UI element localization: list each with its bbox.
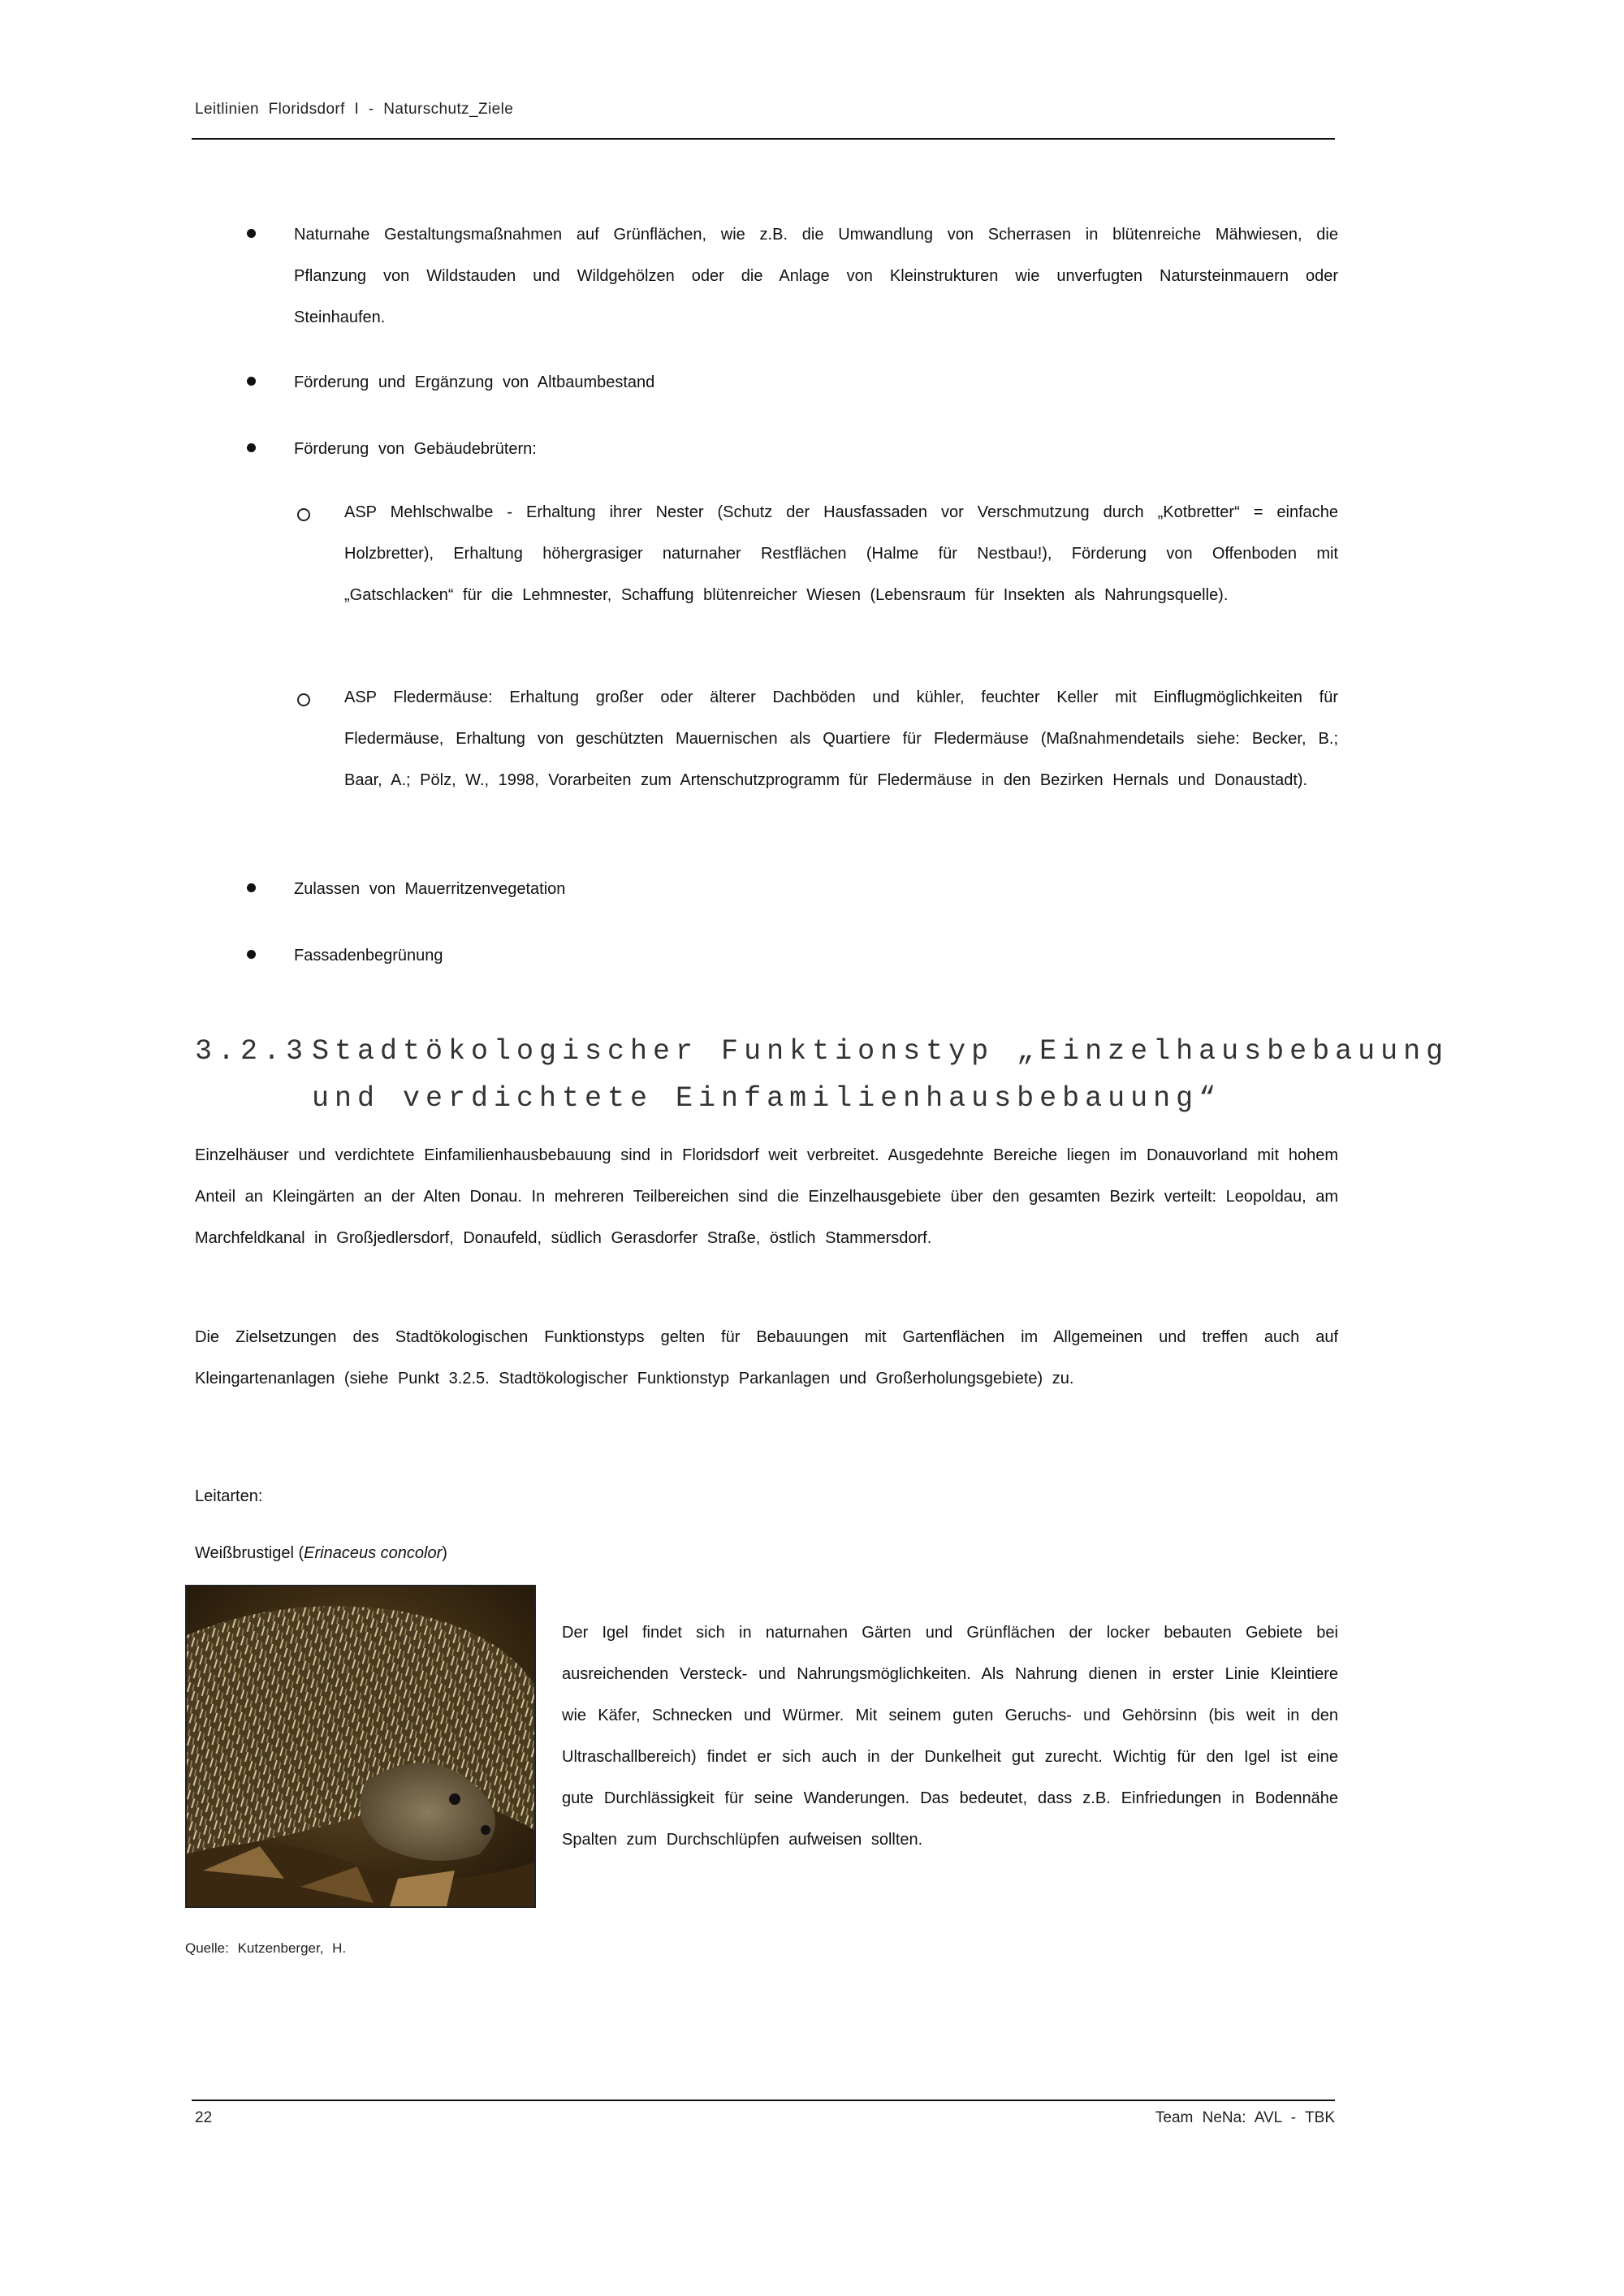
list-item: Zulassen von Mauerritzenvegetation [294,880,566,898]
sub-list-item: ASP Mehlschwalbe - Erhaltung ihrer Nester (Schutz der Hausfassaden vor Verschmutzung durch „Kotbretter“ = einfache Holzbretter), Erhaltung höhergrasiger naturnaher Restflächen (Halme für Nestbau!), Förderung von Offenboden mit „Gatschlacken“ für die Lehmnester, Schaffung blütenreicher Wiesen (Lebensraum für Insekten als Nahrungsquelle). [344,503,1338,604]
image-caption: Quelle: Kutzenberger, H. [185,1940,347,1956]
sub-list-item: ASP Fledermäuse: Erhaltung großer oder älterer Dachböden und kühler, feuchter Keller mit Einflugmöglichkeiten für Fledermäuse, Erhaltung von geschützten Mauernischen als Quartiere für Fledermäuse (Maßnahmendetails siehe: Becker, B.; Baar, A.; Pölz, W., 1998, Vorarbeiten zum Artenschutzprogramm für Fledermäuse in den Bezirken Hernals und Donaustadt). [344,688,1338,789]
leitarten-label: Leitarten: [195,1487,263,1505]
header-rule [192,138,1335,140]
bullet-dot [244,373,260,390]
hedgehog-photo [185,1585,536,1908]
section-title-line2: und verdichtete Einfamilienhausbebauung“ [312,1082,1222,1115]
bullet-dot [244,880,260,896]
bullet-dot [244,226,260,242]
paragraph: Einzelhäuser und verdichtete Einfamilienhausbebauung sind in Floridsdorf weit verbreitet. Ausgedehnte Bereiche liegen im Donauvorland mit hohem Anteil an Kleingärten an der Alten Donau. In mehreren Teilbereichen sind die Einzelhausgebiete über den gesamten Bezirk verteilt: Leopoldau, am Marchfeldkanal in Großjedlersdorf, Donaufeld, südlich Gerasdorfer Straße, östlich Stammersdorf. [195,1146,1338,1247]
page-number: 22 [195,2109,213,2126]
section-number: 3.2.3 [195,1035,309,1068]
paragraph: Die Zielsetzungen des Stadtökologischen Funktionstyps gelten für Bebauungen mit Gartenflächen im Allgemeinen und treffen auch auf Kleingartenanlagen (siehe Punkt 3.2.5. Stadtökologischer Funktionstyp Parkanlagen und Großerholungsgebiete) zu. [195,1328,1338,1388]
bullet-dot [244,947,260,963]
species-heading [195,1533,447,1574]
paren-open: ( [298,1544,304,1562]
footer-rule [192,2100,1335,2101]
hedgehog-image [187,1586,534,1906]
species-latin: Erinaceus concolor [304,1544,443,1562]
list-item: Förderung von Gebäudebrütern: [294,440,537,458]
header-title: Leitlinien Floridsdorf I - Naturschutz_Ziele [195,101,514,118]
section-title-line1: Stadtökologischer Funktionstyp „Einzelhausbebauung [312,1035,1449,1068]
footer-team: Team NeNa: AVL - TBK [1155,2109,1335,2126]
species-name: Weißbrustigel [195,1544,294,1562]
list-item: Fassadenbegrünung [294,947,443,965]
list-item: Naturnahe Gestaltungsmaßnahmen auf Grünflächen, wie z.B. die Umwandlung von Scherrasen in blütenreiche Mähwiesen, die Pflanzung von Wildstauden und Wildgehölzen oder die Anlage von Kleinstrukturen wie unverfugten Natursteinmauern oder Steinhaufen. [294,226,1338,326]
section-heading [195,1028,1449,1122]
paren-close: ) [442,1544,447,1562]
circle-bullet [296,692,312,708]
circle-bullet [296,507,312,523]
species-description: Der Igel findet sich in naturnahen Gärten und Grünflächen der locker bebauten Gebiete bei ausreichenden Versteck- und Nahrungsmöglichkeiten. Als Nahrung dienen in erster Linie Kleintiere wie Käfer, Schnecken und Würmer. Mit seinem guten Geruchs- und Gehörsinn (bis weit in den Ultraschallbereich) findet er sich auch in der Dunkelheit gut zurecht. Wichtig für den Igel ist eine gute Durchlässigkeit für seine Wanderungen. Das bedeutet, dass z.B. Einfriedungen in Bodennähe Spalten zum Durchschlüpfen aufweisen sollten. [562,1624,1338,1849]
list-item: Förderung und Ergänzung von Altbaumbestand [294,373,655,391]
bullet-dot [244,440,260,456]
